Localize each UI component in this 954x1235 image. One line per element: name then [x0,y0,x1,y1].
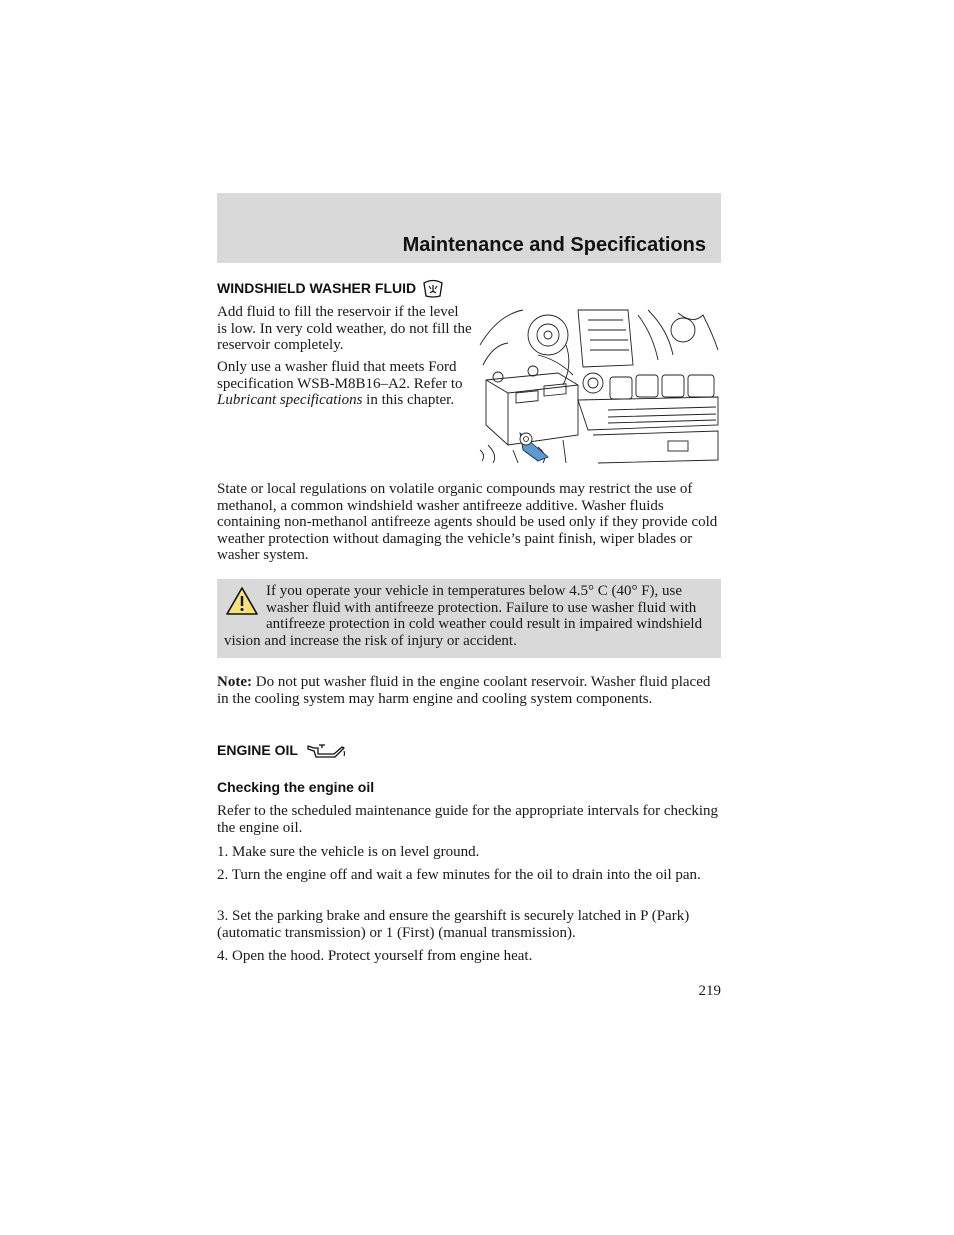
washer-paragraph-1: Add fluid to fill the reservoir if the level is low. In very cold weather, do not fill the reservoir completely. [217,304,472,354]
note-paragraph: Note: Do not put washer fluid in the engine coolant reservoir. Washer fluid placed in the cooling system may harm engine and cooling system components. [217,674,711,707]
oil-can-icon [304,740,346,760]
oil-title-text: ENGINE OIL [217,742,298,758]
oil-step-4: 4. Open the hood. Protect yourself from engine heat. [217,948,533,964]
warning-text: If you operate your vehicle in temperatures below 4.5° C (40° F), use washer fluid with antifreeze protection. Failure to use washer fluid with antifreeze protection in cold weather could result in impaired windshield vision and increase the risk of injury or accident. [224,583,703,649]
engine-compartment-illustration [478,305,721,465]
oil-step-1: 1. Make sure the vehicle is on level ground. [217,844,480,860]
oil-intro: Refer to the scheduled maintenance guide for the appropriate intervals for checking the engine oil. [217,803,719,836]
washer-paragraph-3: State or local regulations on volatile organic compounds may restrict the use of methanol, a common windshield washer antifreeze additive. Washer fluids containing non-methanol antifreeze agents should be used only if they provide cold weather protection without damaging the vehicle’s paint finish, wiper blades or washer system. [217,481,718,564]
windshield-washer-icon [421,277,445,299]
warning-box [217,579,721,658]
oil-section-title [217,740,346,760]
warning-triangle-icon [224,585,260,617]
washer-section-title [217,277,445,299]
page-section-title: Maintenance and Specifications [402,234,706,256]
page-number: 219 [698,983,721,999]
washer-title-text: WINDSHIELD WASHER FLUID [217,280,417,296]
header-band [217,193,721,263]
oil-subtitle: Checking the engine oil [217,779,375,795]
oil-step-2: 2. Turn the engine off and wait a few minutes for the oil to drain into the oil pan. [217,867,701,883]
oil-step-3: 3. Set the parking brake and ensure the gearshift is securely latched in P (Park) (automatic transmission) or 1 (First) (manual transmission). [217,908,690,941]
washer-paragraph-2: Only use a washer fluid that meets Ford specification WSB-M8B16–A2. Refer to Lubricant specifications in this chapter. [217,359,463,409]
